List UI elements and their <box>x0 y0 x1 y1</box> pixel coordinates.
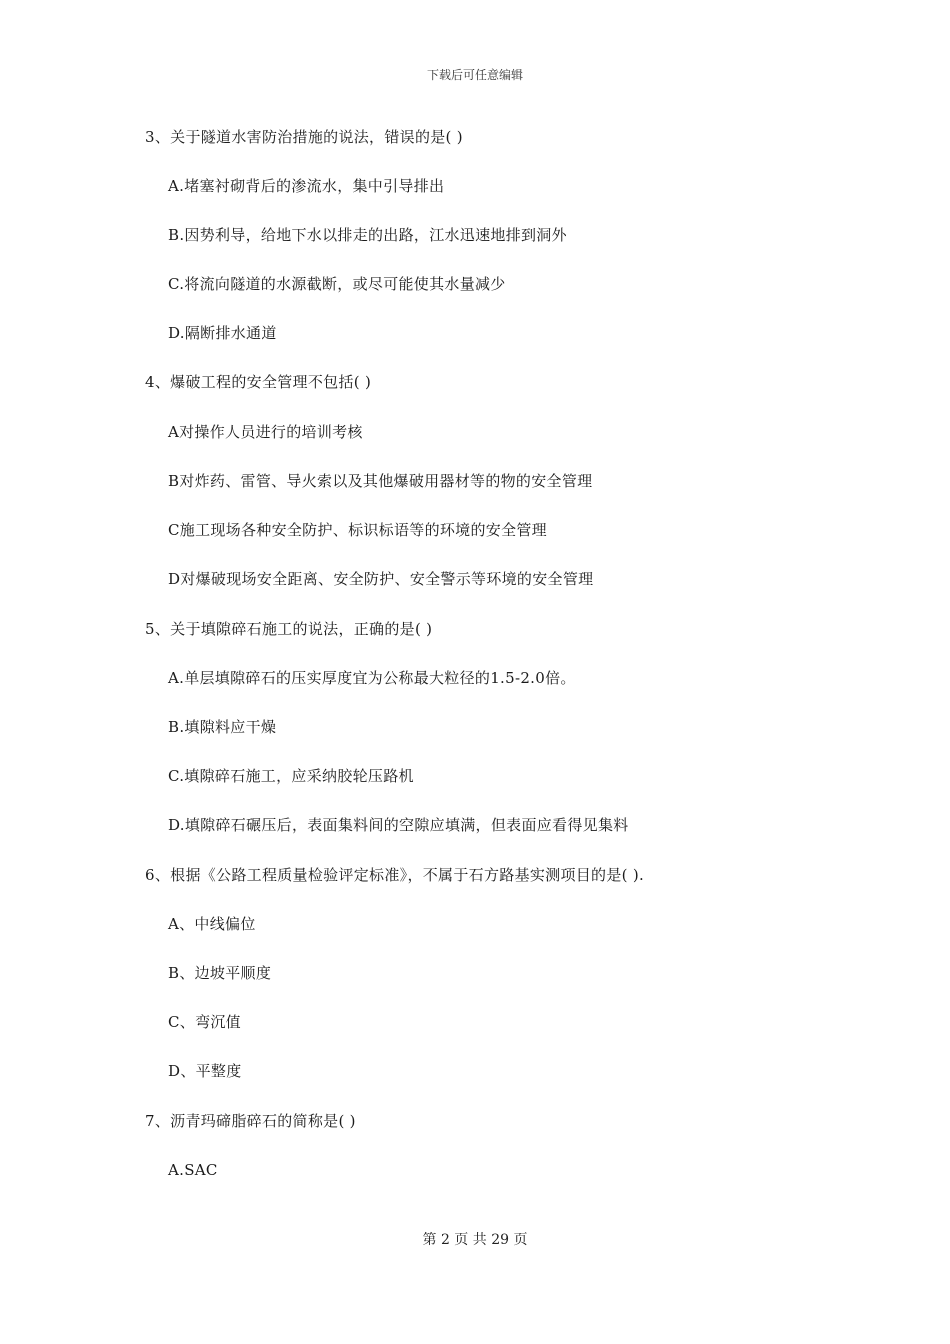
question-6-option-a: A、中线偏位 <box>168 915 256 933</box>
question-4-option-b: B对炸药、雷管、导火索以及其他爆破用器材等的物的安全管理 <box>168 472 593 490</box>
question-3-option-d: D.隔断排水通道 <box>168 324 277 342</box>
question-3-option-a: A.堵塞衬砌背后的渗流水，集中引导排出 <box>168 177 445 195</box>
question-6-option-c: C、弯沉值 <box>168 1013 241 1031</box>
question-4-stem: 4、爆破工程的安全管理不包括( ) <box>145 373 372 391</box>
question-4-option-d: D对爆破现场安全距离、安全防护、安全警示等环境的安全管理 <box>168 570 594 588</box>
question-3-stem: 3、关于隧道水害防治措施的说法，错误的是( ) <box>145 128 463 146</box>
question-7-option-a: A.SAC <box>168 1161 218 1179</box>
question-4-option-c: C施工现场各种安全防护、标识标语等的环境的安全管理 <box>168 521 547 539</box>
question-6-option-b: B、边坡平顺度 <box>168 964 272 982</box>
question-5-stem: 5、关于填隙碎石施工的说法，正确的是( ) <box>145 620 433 638</box>
question-7-stem: 7、沥青玛碲脂碎石的简称是( ) <box>145 1112 356 1130</box>
question-5-option-a: A.单层填隙碎石的压实厚度宜为公称最大粒径的1.5-2.0倍。 <box>168 669 576 687</box>
question-6-stem: 6、根据《公路工程质量检验评定标准》，不属于石方路基实测项目的是( ). <box>145 866 645 884</box>
page-header: 下载后可任意编辑 <box>426 68 523 82</box>
question-5-option-d: D.填隙碎石碾压后，表面集料间的空隙应填满，但表面应看得见集料 <box>168 816 629 834</box>
question-4-option-a: A对操作人员进行的培训考核 <box>168 423 363 441</box>
question-3-option-b: B.因势利导，给地下水以排走的出路，江水迅速地排到洞外 <box>168 226 567 244</box>
question-5-option-b: B.填隙料应干燥 <box>168 718 277 736</box>
question-3-option-c: C.将流向隧道的水源截断，或尽可能使其水量减少 <box>168 275 506 293</box>
question-5-option-c: C.填隙碎石施工，应采纳胶轮压路机 <box>168 767 414 785</box>
page-footer: 第 2 页 共 29 页 <box>422 1232 528 1248</box>
question-6-option-d: D、平整度 <box>168 1062 242 1080</box>
